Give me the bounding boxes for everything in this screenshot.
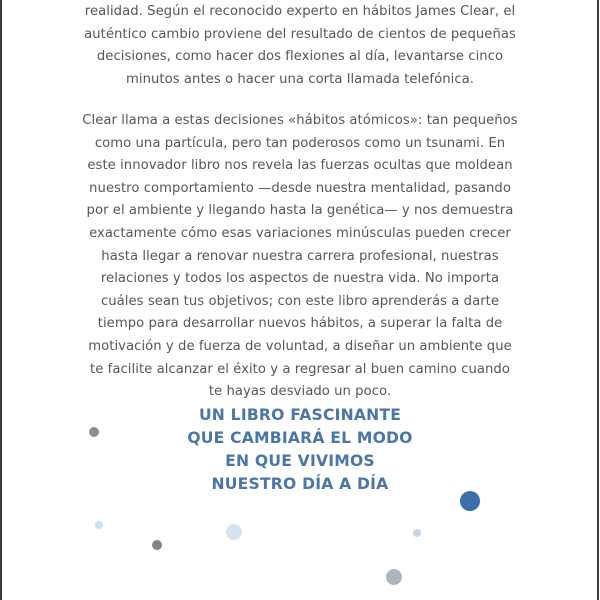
dot-icon [413,529,421,537]
text-line: como una partícula, pero tan poderosos como un tsunami. En [94,135,506,151]
dot-icon [226,524,242,540]
dot-icon [460,491,480,511]
text-line: te hayas desviado un poco. [208,384,392,400]
dot-icon [386,569,402,585]
text-line: auténtico cambio proviene del resultado de cientos de pequeñas [84,26,516,42]
page-edge-left [0,0,2,600]
text-line: Clear llama a estas decisiones «hábitos atómicos»: tan pequeños [82,113,518,128]
text-line: te facilite alcanzar el éxito y a regresar al buen camino cuando [90,361,510,377]
text-line: minutos antes o hacer una corta llamada telefónica. [125,71,474,87]
text-line: hasta llegar a renovar nuestra carrera profesional, nuestras [101,248,499,264]
headline-line: EN QUE VIVIMOS [225,452,375,470]
text-line: decisiones, como hacer dos flexiones al día, levantarse cinco [96,49,504,65]
headline-line: NUESTRO DÍA A DÍA [211,475,389,493]
text-line: cuáles sean tus objetivos; con este libro aprenderás a darte [100,293,500,309]
dot-icon [95,521,103,529]
headline-line: UN LIBRO FASCINANTE [198,406,402,424]
dot-icon [152,540,162,550]
tagline-headline [100,404,500,496]
text-line: relaciones y todos los aspectos de nuestra vida. No importa [100,271,500,287]
text-line: nuestro comportamiento —desde nuestra mentalidad, pasando [89,180,511,196]
blurb-paragraph-1 [40,1,560,91]
text-line: exactamente cómo esas variaciones minúsculas pueden crecer [89,225,511,241]
blurb-paragraph-2 [40,110,560,404]
text-line: realidad. Según el reconocido experto en hábitos James Clear, el [84,4,516,19]
headline-line: QUE CAMBIARÁ EL MODO [187,429,413,447]
text-line: por el ambiente y llegando hasta la genética— y nos demuestra [86,203,514,219]
text-line: este innovador libro nos revela las fuerzas ocultas que moldean [87,158,513,174]
text-line: motivación y de fuerza de voluntad, a diseñar un ambiente que [88,338,512,354]
text-line: tiempo para desarrollar nuevos hábitos, a superar la falta de [97,316,503,332]
dot-icon [89,427,99,437]
